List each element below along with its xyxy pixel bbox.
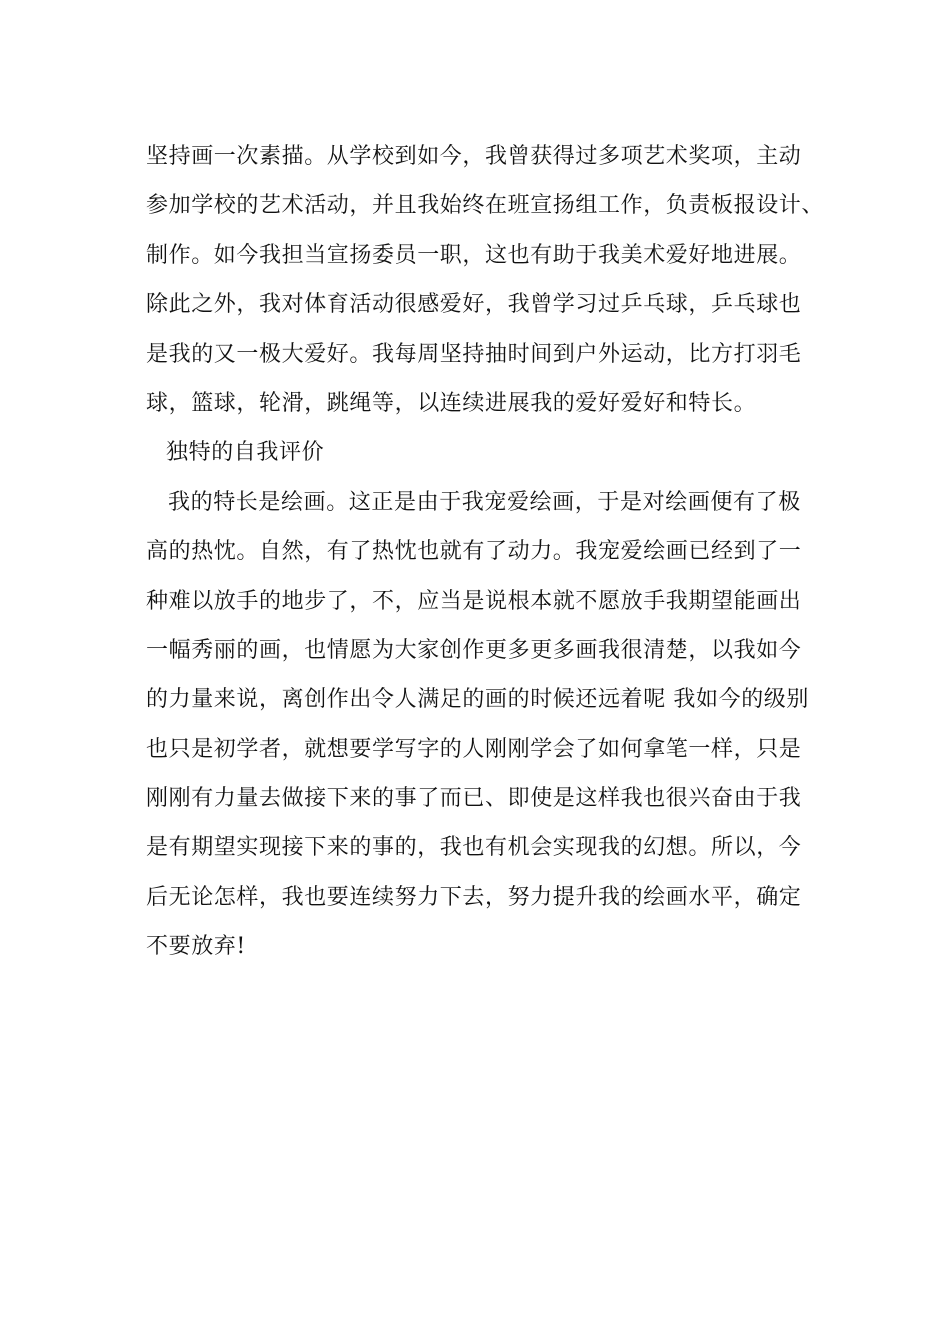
paragraph-line: 是有期望实现接下来的事的，我也有机会实现我的幻想。所以，今: [146, 835, 802, 861]
paragraph-line: 高的热忱。自然，有了热忱也就有了动力。我宠爱绘画已经到了一: [146, 539, 802, 565]
paragraph-line: 我的特长是绘画。这正是由于我宠爱绘画，于是对绘画便有了极: [168, 489, 801, 515]
paragraph-line: 参加学校的艺术活动，并且我始终在班宣扬组工作，负责板报设计、: [146, 193, 825, 219]
section-heading: 独特的自我评价: [166, 440, 325, 466]
paragraph-line: 制作。如今我担当宣扬委员一职，这也有助于我美术爱好地进展。: [146, 242, 802, 268]
paragraph-line: 坚持画一次素描。从学校到如今，我曾获得过多项艺术奖项，主动: [146, 144, 802, 169]
document-body: [146, 132, 846, 972]
paragraph-line: 除此之外，我对体育活动很感爱好，我曾学习过乒乓球，乒乓球也: [146, 292, 802, 318]
paragraph-line: 的力量来说，离创作出令人满足的画的时候还远着呢 我如今的级别: [146, 687, 809, 713]
paragraph-line: 刚刚有力量去做接下来的事了而已、即使是这样我也很兴奋由于我: [146, 786, 802, 812]
paragraph-line: 种难以放手的地步了，不，应当是说根本就不愿放手我期望能画出: [146, 588, 802, 614]
paragraph-line: 一幅秀丽的画，也情愿为大家创作更多更多画我很清楚，以我如今: [146, 637, 802, 663]
paragraph-line: 也只是初学者，就想要学写字的人刚刚学会了如何拿笔一样，只是: [146, 736, 802, 762]
paragraph-line: 不要放弃!: [146, 934, 246, 960]
paragraph-line: 是我的又一极大爱好。我每周坚持抽时间到户外运动，比方打羽毛: [146, 341, 802, 367]
paragraph-line: 后无论怎样，我也要连续努力下去，努力提升我的绘画水平，确定: [146, 884, 802, 910]
paragraph-line: 球，篮球，轮滑，跳绳等，以连续进展我的爱好爱好和特长。: [146, 390, 757, 416]
